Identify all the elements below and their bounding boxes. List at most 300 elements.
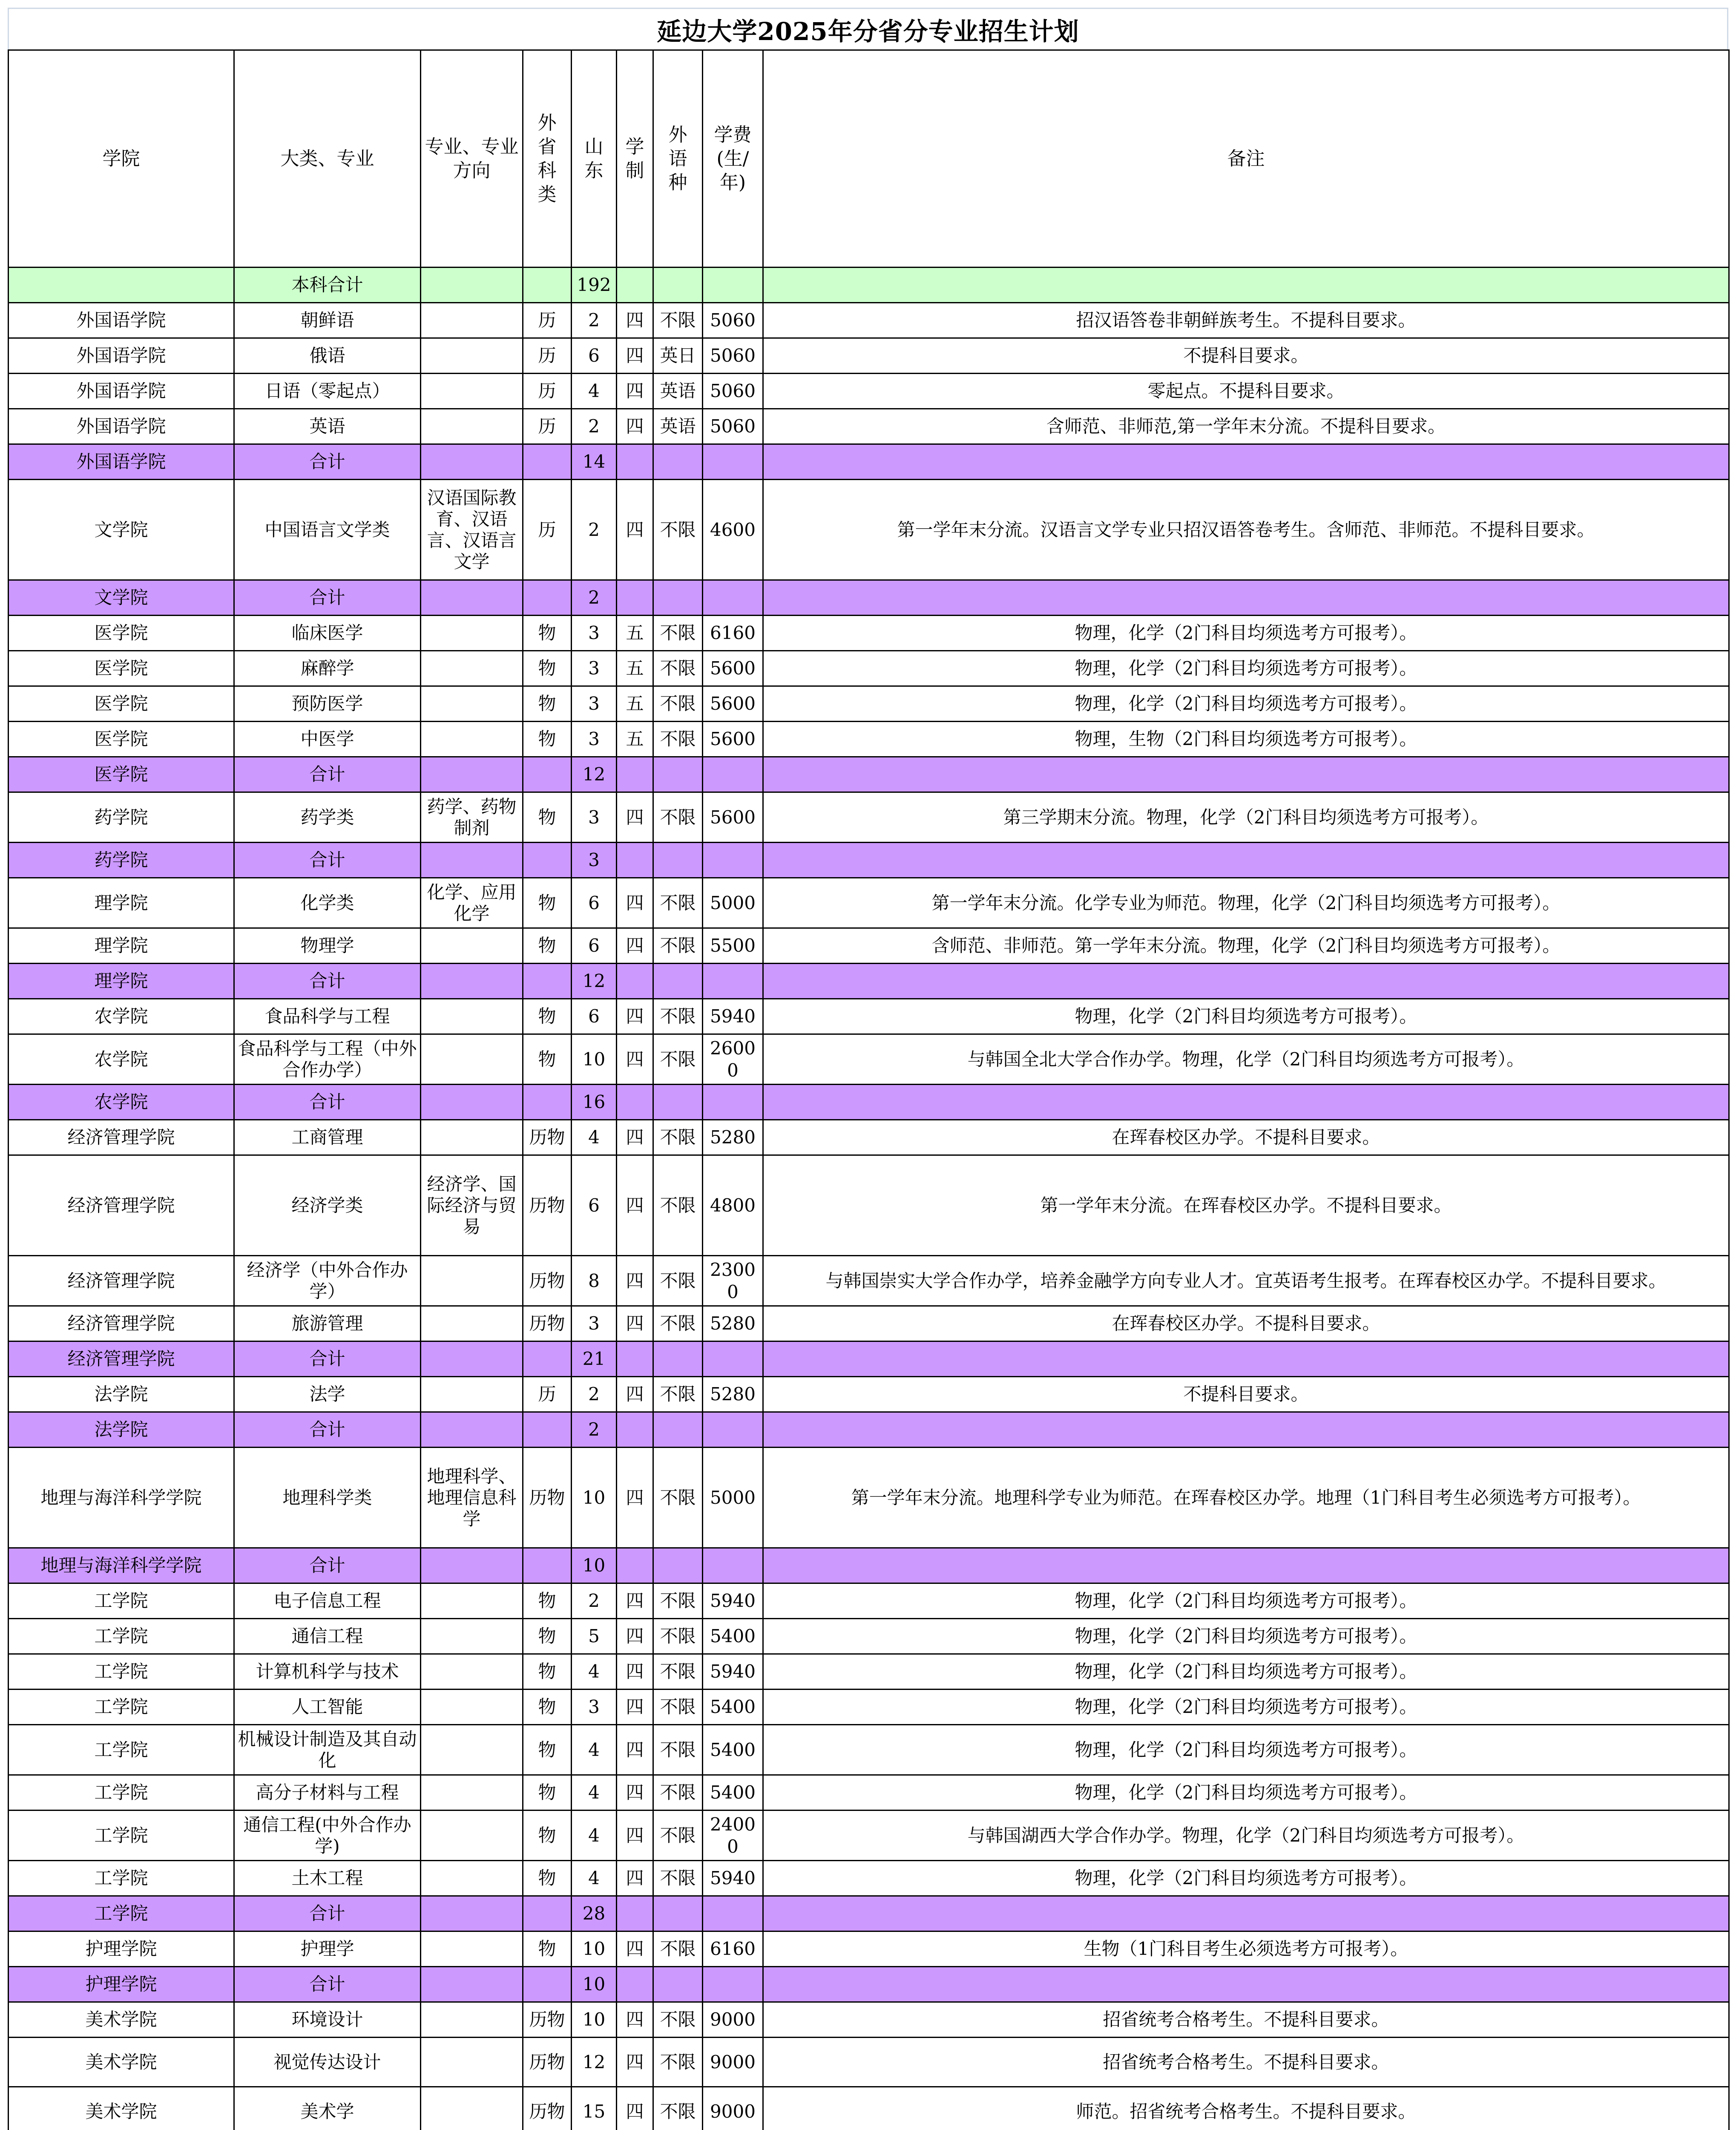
duration-cell: 四 (617, 1448, 653, 1548)
college-cell: 工学院 (9, 1810, 234, 1861)
language-cell: 不限 (653, 928, 703, 964)
table-cell (523, 268, 572, 303)
fee-cell: 5940 (703, 1654, 763, 1690)
major-cell: 经济学（中外合作办学） (234, 1256, 421, 1306)
duration-cell: 四 (617, 1861, 653, 1896)
category-cell: 历 (523, 303, 572, 338)
college-cell: 理学院 (9, 964, 234, 999)
language-cell: 不限 (653, 2002, 703, 2038)
table-cell (653, 268, 703, 303)
fee-cell: 5280 (703, 1377, 763, 1412)
count-cell: 3 (572, 686, 617, 722)
direction-cell (421, 1548, 523, 1583)
fee-cell: 5400 (703, 1690, 763, 1725)
count-cell: 3 (572, 792, 617, 843)
table-row (9, 1931, 1729, 1967)
duration-cell (617, 444, 653, 480)
category-cell: 物 (523, 999, 572, 1034)
category-cell: 历 (523, 338, 572, 374)
category-cell (523, 1341, 572, 1377)
remark-cell: 在珲春校区办学。不提科目要求。 (763, 1306, 1729, 1341)
direction-cell (421, 1306, 523, 1341)
language-cell: 不限 (653, 1155, 703, 1256)
count-cell: 6 (572, 928, 617, 964)
category-cell: 历物 (523, 1448, 572, 1548)
category-cell: 物 (523, 1034, 572, 1085)
table-row (9, 878, 1729, 928)
major-cell: 机械设计制造及其自动化 (234, 1725, 421, 1775)
fee-cell: 6160 (703, 1931, 763, 1967)
fee-cell: 6160 (703, 616, 763, 651)
fee-cell: 5280 (703, 1120, 763, 1155)
language-cell: 不限 (653, 999, 703, 1034)
fee-cell: 9000 (703, 2002, 763, 2038)
duration-cell (617, 757, 653, 792)
count-cell: 2 (572, 409, 617, 444)
table-cell (9, 268, 234, 303)
header-category: 外省科类 (523, 50, 572, 268)
remark-cell: 物理，化学（2门科目均须选考方可报考）。 (763, 1775, 1729, 1810)
fee-cell: 5060 (703, 303, 763, 338)
language-cell (653, 444, 703, 480)
category-cell (523, 1967, 572, 2002)
table-row (9, 928, 1729, 964)
college-cell: 美术学院 (9, 2038, 234, 2087)
direction-cell (421, 1412, 523, 1448)
direction-cell (421, 1690, 523, 1725)
duration-cell: 四 (617, 303, 653, 338)
direction-cell (421, 616, 523, 651)
fee-cell: 5940 (703, 999, 763, 1034)
remark-cell: 第一学年末分流。在珲春校区办学。不提科目要求。 (763, 1155, 1729, 1256)
duration-cell (617, 1341, 653, 1377)
fee-cell: 4800 (703, 1155, 763, 1256)
fee-cell (703, 1341, 763, 1377)
category-cell: 历 (523, 480, 572, 580)
header-row (9, 50, 1729, 268)
remark-cell: 招汉语答卷非朝鲜族考生。不提科目要求。 (763, 303, 1729, 338)
direction-cell (421, 2002, 523, 2038)
major-cell: 食品科学与工程 (234, 999, 421, 1034)
duration-cell: 四 (617, 1690, 653, 1725)
remark-cell: 零起点。不提科目要求。 (763, 374, 1729, 409)
fee-cell: 23000 (703, 1256, 763, 1306)
remark-cell (763, 580, 1729, 616)
enrollment-table (8, 49, 1730, 2130)
major-cell: 合计 (234, 1896, 421, 1931)
major-cell: 预防医学 (234, 686, 421, 722)
duration-cell: 四 (617, 1377, 653, 1412)
subtotal-row (9, 843, 1729, 878)
remark-cell: 师范。招省统考合格考生。不提科目要求。 (763, 2087, 1729, 2130)
fee-cell (703, 843, 763, 878)
count-cell: 4 (572, 1120, 617, 1155)
remark-cell (763, 843, 1729, 878)
header-remark: 备注 (763, 50, 1729, 268)
subtotal-row (9, 964, 1729, 999)
language-cell (653, 580, 703, 616)
category-cell: 物 (523, 616, 572, 651)
page-title: 延边大学2025年分省分专业招生计划 (8, 8, 1728, 49)
college-cell: 工学院 (9, 1861, 234, 1896)
major-cell: 土木工程 (234, 1861, 421, 1896)
duration-cell: 四 (617, 480, 653, 580)
remark-cell: 第一学年末分流。化学专业为师范。物理，化学（2门科目均须选考方可报考）。 (763, 878, 1729, 928)
remark-cell (763, 1341, 1729, 1377)
major-cell: 合计 (234, 757, 421, 792)
direction-cell (421, 1931, 523, 1967)
table-row (9, 338, 1729, 374)
language-cell (653, 1896, 703, 1931)
count-cell: 4 (572, 1775, 617, 1810)
college-cell: 理学院 (9, 928, 234, 964)
fee-cell: 5280 (703, 1306, 763, 1341)
count-cell: 21 (572, 1341, 617, 1377)
fee-cell: 24000 (703, 1810, 763, 1861)
direction-cell: 化学、应用化学 (421, 878, 523, 928)
count-cell: 10 (572, 1931, 617, 1967)
table-row (9, 2087, 1729, 2130)
duration-cell: 四 (617, 409, 653, 444)
direction-cell (421, 1775, 523, 1810)
table-row (9, 1306, 1729, 1341)
major-cell: 中国语言文学类 (234, 480, 421, 580)
category-cell: 历物 (523, 2038, 572, 2087)
table-row (9, 792, 1729, 843)
major-cell: 物理学 (234, 928, 421, 964)
language-cell: 不限 (653, 1690, 703, 1725)
college-cell: 护理学院 (9, 1967, 234, 2002)
major-cell: 通信工程(中外合作办学) (234, 1810, 421, 1861)
language-cell: 不限 (653, 1725, 703, 1775)
major-cell: 计算机科学与技术 (234, 1654, 421, 1690)
category-cell: 历物 (523, 1120, 572, 1155)
remark-cell: 物理，化学（2门科目均须选考方可报考）。 (763, 616, 1729, 651)
college-cell: 工学院 (9, 1619, 234, 1654)
language-cell: 不限 (653, 1654, 703, 1690)
direction-cell: 药学、药物制剂 (421, 792, 523, 843)
remark-cell: 物理，化学（2门科目均须选考方可报考）。 (763, 1861, 1729, 1896)
fee-cell (703, 1412, 763, 1448)
duration-cell: 五 (617, 686, 653, 722)
major-cell: 化学类 (234, 878, 421, 928)
duration-cell (617, 843, 653, 878)
direction-cell (421, 1085, 523, 1120)
count-cell: 6 (572, 338, 617, 374)
count-cell: 10 (572, 1967, 617, 2002)
college-cell: 护理学院 (9, 1931, 234, 1967)
table-row (9, 1377, 1729, 1412)
major-cell: 合计 (234, 1341, 421, 1377)
count-cell: 3 (572, 1306, 617, 1341)
college-cell: 地理与海洋科学学院 (9, 1548, 234, 1583)
duration-cell: 四 (617, 1619, 653, 1654)
duration-cell: 四 (617, 878, 653, 928)
major-cell: 合计 (234, 580, 421, 616)
category-cell (523, 757, 572, 792)
table-row (9, 374, 1729, 409)
fee-cell (703, 1896, 763, 1931)
college-cell: 外国语学院 (9, 374, 234, 409)
remark-cell (763, 1548, 1729, 1583)
fee-cell (703, 964, 763, 999)
major-cell: 俄语 (234, 338, 421, 374)
language-cell: 不限 (653, 1120, 703, 1155)
language-cell: 不限 (653, 1583, 703, 1619)
direction-cell (421, 444, 523, 480)
fee-cell (703, 1548, 763, 1583)
count-cell: 8 (572, 1256, 617, 1306)
table-cell (763, 268, 1729, 303)
category-cell: 物 (523, 1725, 572, 1775)
language-cell: 不限 (653, 1377, 703, 1412)
major-cell: 合计 (234, 1412, 421, 1448)
college-cell: 工学院 (9, 1775, 234, 1810)
category-cell: 物 (523, 1861, 572, 1896)
duration-cell: 五 (617, 722, 653, 757)
fee-cell: 5600 (703, 792, 763, 843)
major-cell: 合计 (234, 964, 421, 999)
major-cell: 工商管理 (234, 1120, 421, 1155)
direction-cell (421, 1341, 523, 1377)
enrollment-sheet (8, 8, 1728, 2130)
college-cell: 外国语学院 (9, 444, 234, 480)
fee-cell: 5600 (703, 651, 763, 686)
grand-total-row (9, 268, 1729, 303)
language-cell: 不限 (653, 1306, 703, 1341)
major-cell: 电子信息工程 (234, 1583, 421, 1619)
major-cell: 人工智能 (234, 1690, 421, 1725)
fee-cell: 5500 (703, 928, 763, 964)
major-cell: 英语 (234, 409, 421, 444)
category-cell (523, 964, 572, 999)
fee-cell (703, 1085, 763, 1120)
direction-cell (421, 928, 523, 964)
count-cell: 5 (572, 1619, 617, 1654)
count-cell: 6 (572, 878, 617, 928)
category-cell: 物 (523, 1810, 572, 1861)
fee-cell: 5400 (703, 1775, 763, 1810)
fee-cell: 5600 (703, 722, 763, 757)
college-cell: 经济管理学院 (9, 1341, 234, 1377)
fee-cell: 5000 (703, 878, 763, 928)
category-cell: 历物 (523, 1256, 572, 1306)
count-cell: 12 (572, 757, 617, 792)
language-cell: 不限 (653, 651, 703, 686)
category-cell: 物 (523, 651, 572, 686)
fee-cell: 5940 (703, 1861, 763, 1896)
direction-cell (421, 1377, 523, 1412)
count-cell: 14 (572, 444, 617, 480)
remark-cell: 在珲春校区办学。不提科目要求。 (763, 1120, 1729, 1155)
duration-cell: 四 (617, 1654, 653, 1690)
table-row (9, 686, 1729, 722)
duration-cell: 四 (617, 1306, 653, 1341)
table-row (9, 1861, 1729, 1896)
category-cell (523, 1085, 572, 1120)
direction-cell (421, 722, 523, 757)
remark-cell (763, 964, 1729, 999)
major-cell: 美术学 (234, 2087, 421, 2130)
remark-cell: 第一学年末分流。地理科学专业为师范。在珲春校区办学。地理（1门科目考生必须选考方可报考）。 (763, 1448, 1729, 1548)
language-cell: 不限 (653, 1810, 703, 1861)
college-cell: 法学院 (9, 1377, 234, 1412)
major-cell: 合计 (234, 444, 421, 480)
table-cell (617, 268, 653, 303)
category-cell (523, 580, 572, 616)
category-cell (523, 1412, 572, 1448)
table-row (9, 1448, 1729, 1548)
college-cell: 工学院 (9, 1654, 234, 1690)
direction-cell (421, 651, 523, 686)
count-cell: 2 (572, 1412, 617, 1448)
major-cell: 合计 (234, 1967, 421, 2002)
direction-cell (421, 2087, 523, 2130)
remark-cell: 物理，化学（2门科目均须选考方可报考）。 (763, 1583, 1729, 1619)
count-cell: 3 (572, 651, 617, 686)
college-cell: 法学院 (9, 1412, 234, 1448)
category-cell: 物 (523, 1654, 572, 1690)
college-cell: 文学院 (9, 580, 234, 616)
fee-cell (703, 444, 763, 480)
remark-cell: 不提科目要求。 (763, 1377, 1729, 1412)
count-cell: 4 (572, 1810, 617, 1861)
college-cell: 医学院 (9, 722, 234, 757)
college-cell: 工学院 (9, 1690, 234, 1725)
header-college: 学院 (9, 50, 234, 268)
major-cell: 环境设计 (234, 2002, 421, 2038)
major-cell: 食品科学与工程（中外合作办学） (234, 1034, 421, 1085)
table-row (9, 1583, 1729, 1619)
remark-cell: 招省统考合格考生。不提科目要求。 (763, 2002, 1729, 2038)
language-cell: 不限 (653, 1861, 703, 1896)
table-row (9, 1120, 1729, 1155)
duration-cell: 四 (617, 928, 653, 964)
category-cell: 物 (523, 1619, 572, 1654)
language-cell (653, 1341, 703, 1377)
duration-cell: 四 (617, 374, 653, 409)
duration-cell: 四 (617, 1155, 653, 1256)
category-cell: 物 (523, 792, 572, 843)
count-cell: 28 (572, 1896, 617, 1931)
table-row (9, 303, 1729, 338)
grand-total-label: 本科合计 (234, 268, 421, 303)
remark-cell: 物理，化学（2门科目均须选考方可报考）。 (763, 686, 1729, 722)
college-cell: 工学院 (9, 1583, 234, 1619)
remark-cell: 物理，化学（2门科目均须选考方可报考）。 (763, 1654, 1729, 1690)
fee-cell: 5060 (703, 338, 763, 374)
direction-cell (421, 1654, 523, 1690)
language-cell: 不限 (653, 1775, 703, 1810)
direction-cell: 地理科学、地理信息科学 (421, 1448, 523, 1548)
direction-cell (421, 1120, 523, 1155)
duration-cell (617, 580, 653, 616)
header-direction: 专业、专业方向 (421, 50, 523, 268)
fee-cell: 5000 (703, 1448, 763, 1548)
fee-cell: 5060 (703, 374, 763, 409)
college-cell: 农学院 (9, 1034, 234, 1085)
major-cell: 合计 (234, 843, 421, 878)
duration-cell: 四 (617, 338, 653, 374)
count-cell: 6 (572, 999, 617, 1034)
remark-cell (763, 757, 1729, 792)
subtotal-row (9, 1341, 1729, 1377)
category-cell: 物 (523, 686, 572, 722)
table-row (9, 2038, 1729, 2087)
table-row (9, 616, 1729, 651)
remark-cell: 与韩国崇实大学合作办学，培养金融学方向专业人才。宜英语考生报考。在珲春校区办学。不提科目要求。 (763, 1256, 1729, 1306)
duration-cell: 四 (617, 2038, 653, 2087)
duration-cell: 四 (617, 2087, 653, 2130)
duration-cell: 四 (617, 1034, 653, 1085)
remark-cell (763, 1967, 1729, 2002)
major-cell: 经济学类 (234, 1155, 421, 1256)
college-cell: 农学院 (9, 1085, 234, 1120)
category-cell: 历 (523, 374, 572, 409)
subtotal-row (9, 580, 1729, 616)
duration-cell: 四 (617, 1256, 653, 1306)
table-row (9, 2002, 1729, 2038)
language-cell: 英日 (653, 338, 703, 374)
remark-cell (763, 444, 1729, 480)
duration-cell: 四 (617, 1810, 653, 1861)
duration-cell: 四 (617, 1583, 653, 1619)
fee-cell: 5600 (703, 686, 763, 722)
remark-cell: 物理，化学（2门科目均须选考方可报考）。 (763, 999, 1729, 1034)
major-cell: 合计 (234, 1085, 421, 1120)
count-cell: 3 (572, 616, 617, 651)
direction-cell (421, 409, 523, 444)
remark-cell: 第一学年末分流。汉语言文学专业只招汉语答卷考生。含师范、非师范。不提科目要求。 (763, 480, 1729, 580)
count-cell: 4 (572, 1654, 617, 1690)
table-row (9, 1775, 1729, 1810)
remark-cell: 招省统考合格考生。不提科目要求。 (763, 2038, 1729, 2087)
direction-cell (421, 964, 523, 999)
category-cell: 物 (523, 1775, 572, 1810)
remark-cell (763, 1085, 1729, 1120)
college-cell: 医学院 (9, 651, 234, 686)
language-cell: 不限 (653, 303, 703, 338)
count-cell: 2 (572, 1377, 617, 1412)
table-row (9, 1690, 1729, 1725)
remark-cell: 物理，化学（2门科目均须选考方可报考）。 (763, 1690, 1729, 1725)
direction-cell (421, 374, 523, 409)
direction-cell (421, 2038, 523, 2087)
count-cell: 12 (572, 964, 617, 999)
language-cell (653, 757, 703, 792)
category-cell (523, 843, 572, 878)
major-cell: 临床医学 (234, 616, 421, 651)
language-cell (653, 1548, 703, 1583)
table-row (9, 1619, 1729, 1654)
header-language: 外语种 (653, 50, 703, 268)
count-cell: 10 (572, 1448, 617, 1548)
fee-cell: 5400 (703, 1725, 763, 1775)
remark-cell: 与韩国全北大学合作办学。物理，化学（2门科目均须选考方可报考）。 (763, 1034, 1729, 1085)
fee-cell: 5400 (703, 1619, 763, 1654)
language-cell (653, 1412, 703, 1448)
direction-cell (421, 999, 523, 1034)
table-row (9, 1155, 1729, 1256)
header-major: 大类、专业 (234, 50, 421, 268)
fee-cell: 26000 (703, 1034, 763, 1085)
direction-cell (421, 686, 523, 722)
language-cell: 不限 (653, 1619, 703, 1654)
duration-cell (617, 1896, 653, 1931)
college-cell: 美术学院 (9, 2002, 234, 2038)
category-cell: 历物 (523, 2087, 572, 2130)
count-cell: 12 (572, 2038, 617, 2087)
